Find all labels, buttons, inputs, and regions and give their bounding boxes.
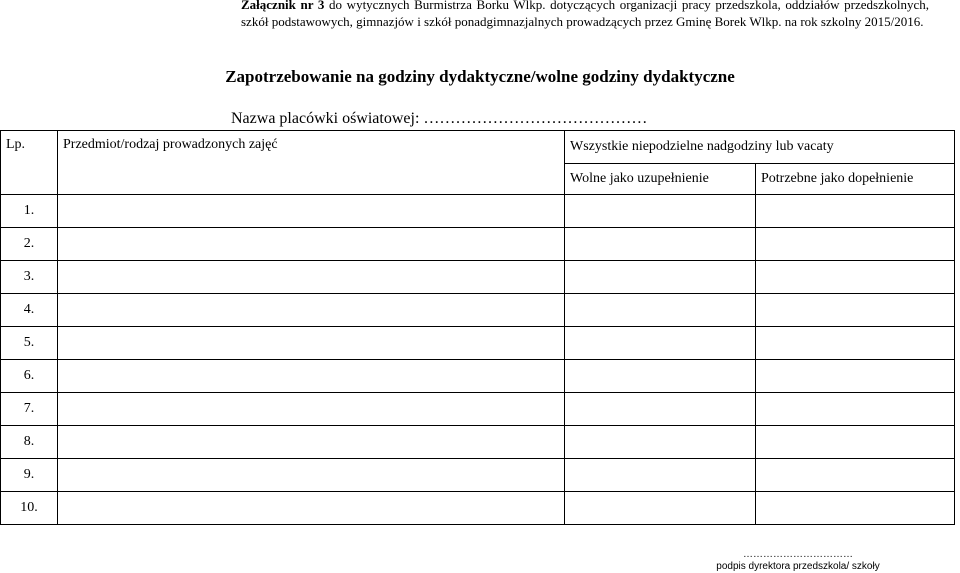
- signature-block: [700, 549, 896, 573]
- row-number: 1.: [1, 195, 58, 228]
- row-free-cell[interactable]: [565, 195, 756, 228]
- row-needed-cell[interactable]: [756, 492, 955, 525]
- signature-dots: ……………………………: [743, 549, 853, 560]
- table-row: [1, 492, 955, 525]
- row-number: 10.: [1, 492, 58, 525]
- row-needed-cell[interactable]: [756, 261, 955, 294]
- table-row: [1, 261, 955, 294]
- row-free-cell[interactable]: [565, 426, 756, 459]
- row-needed-cell[interactable]: [756, 294, 955, 327]
- row-free-cell[interactable]: [565, 492, 756, 525]
- table-row: [1, 393, 955, 426]
- row-number: 2.: [1, 228, 58, 261]
- page-title: Zapotrzebowanie na godziny dydaktyczne/wolne godziny dydaktyczne: [225, 67, 735, 86]
- demand-table: [0, 130, 955, 525]
- table-row: [1, 327, 955, 360]
- table-row: [1, 426, 955, 459]
- row-needed-cell[interactable]: [756, 195, 955, 228]
- header-note: [241, 0, 929, 30]
- row-subject-cell[interactable]: [58, 327, 565, 360]
- table-row: [1, 294, 955, 327]
- row-free-cell[interactable]: [565, 294, 756, 327]
- row-needed-cell[interactable]: [756, 393, 955, 426]
- school-name-label: Nazwa placówki oświatowej:: [231, 110, 420, 127]
- attachment-label: Załącznik nr 3: [241, 0, 325, 12]
- row-subject-cell[interactable]: [58, 393, 565, 426]
- table-row: [1, 360, 955, 393]
- col-lp-header: Lp.: [1, 131, 58, 195]
- row-subject-cell[interactable]: [58, 459, 565, 492]
- row-subject-cell[interactable]: [58, 360, 565, 393]
- row-subject-cell[interactable]: [58, 195, 565, 228]
- row-number: 8.: [1, 426, 58, 459]
- row-free-cell[interactable]: [565, 393, 756, 426]
- row-free-cell[interactable]: [565, 459, 756, 492]
- row-number: 6.: [1, 360, 58, 393]
- row-free-cell[interactable]: [565, 228, 756, 261]
- school-name-line: [231, 110, 647, 128]
- table-row: [1, 195, 955, 228]
- col-group-header: Wszystkie niepodzielne nadgodziny lub vacaty: [565, 131, 955, 164]
- col-needed-header: Potrzebne jako dopełnienie: [756, 164, 955, 195]
- row-number: 3.: [1, 261, 58, 294]
- row-subject-cell[interactable]: [58, 294, 565, 327]
- row-free-cell[interactable]: [565, 327, 756, 360]
- row-subject-cell[interactable]: [58, 426, 565, 459]
- col-free-header: Wolne jako uzupełnienie: [565, 164, 756, 195]
- row-number: 5.: [1, 327, 58, 360]
- row-subject-cell[interactable]: [58, 261, 565, 294]
- row-needed-cell[interactable]: [756, 327, 955, 360]
- table-row: [1, 459, 955, 492]
- attachment-text: do wytycznych Burmistrza Borku Wlkp. dotyczących organizacji pracy przedszkola, oddziałów przedszkolnych, szkół podstawowych, gimnazjów i szkół ponadgimnazjalnych prowadzących przez Gminę Borek Wlkp. na rok szkolny 2015/2016.: [241, 0, 929, 29]
- col-subject-header: Przedmiot/rodzaj prowadzonych zajęć: [58, 131, 565, 195]
- row-number: 7.: [1, 393, 58, 426]
- row-needed-cell[interactable]: [756, 459, 955, 492]
- row-subject-cell[interactable]: [58, 228, 565, 261]
- row-needed-cell[interactable]: [756, 360, 955, 393]
- row-needed-cell[interactable]: [756, 426, 955, 459]
- row-number: 4.: [1, 294, 58, 327]
- row-subject-cell[interactable]: [58, 492, 565, 525]
- row-needed-cell[interactable]: [756, 228, 955, 261]
- school-name-dots: ……………………………………: [423, 110, 648, 127]
- signature-label: podpis dyrektora przedszkola/ szkoły: [716, 561, 880, 572]
- table-row: [1, 228, 955, 261]
- row-number: 9.: [1, 459, 58, 492]
- row-free-cell[interactable]: [565, 360, 756, 393]
- row-free-cell[interactable]: [565, 261, 756, 294]
